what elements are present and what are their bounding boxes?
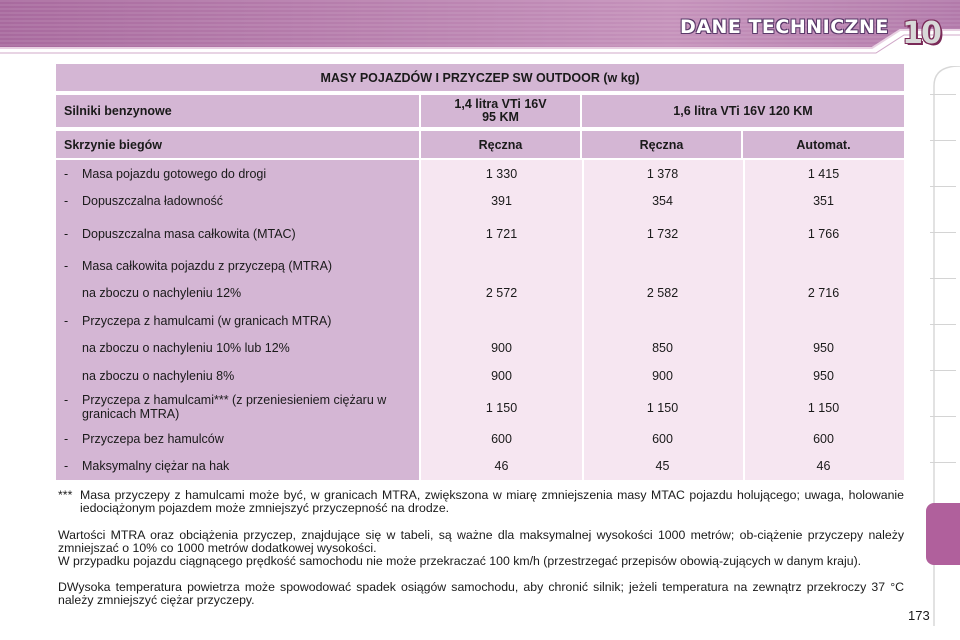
row-value: 600 (813, 432, 834, 446)
row-value: 1 732 (646, 227, 679, 241)
row-label: Masa pojazdu gotowego do drogi (82, 167, 267, 181)
engine-1-name: 1,4 litra VTi 16V (454, 97, 547, 111)
footnote-mark: *** (58, 488, 73, 502)
table-row (56, 341, 904, 355)
row-value: 46 (494, 459, 509, 473)
row-label: Przyczepa z hamulcami*** (z przeniesieniem ciężaru w granicach MTRA) (82, 393, 387, 421)
table-row (56, 393, 904, 423)
row-value: 1 150 (485, 401, 518, 415)
engine-1-power: 95 KM (482, 110, 519, 124)
row-value: 45 (655, 459, 670, 473)
row-value: 1 330 (485, 167, 518, 181)
gearbox-label: Skrzynie biegów (56, 131, 419, 158)
row-value: 1 766 (807, 227, 840, 241)
tab-divider (930, 140, 956, 141)
row-bullet: - (64, 432, 69, 446)
row-value: 600 (652, 432, 673, 446)
footnote-text: Masa przyczepy z hamulcami może być, w granicach MTRA, zwiększona w miarę zmniejszenia masy MTAC pojazdu holującego; uwaga, holowanie iedociążonym pojazdem może zmniejszyć przyczepność na drodze. (80, 488, 904, 515)
row-bullet: - (64, 459, 69, 473)
row-value: 900 (491, 341, 512, 355)
page-number: 173 (908, 608, 930, 623)
row-value (582, 259, 743, 273)
gearbox-1: Ręczna (421, 131, 580, 158)
tab-divider (930, 462, 956, 463)
engine-label: Silniki benzynowe (56, 95, 419, 127)
row-bullet (56, 341, 82, 355)
row-bullet (56, 369, 82, 383)
row-bullet: - (64, 314, 69, 328)
row-value: 900 (491, 369, 512, 383)
table-row (56, 432, 904, 446)
table-row (56, 194, 904, 208)
chapter-tab-active[interactable] (926, 503, 960, 565)
row-value: 1 415 (807, 167, 840, 181)
gearbox-2: Ręczna (582, 131, 741, 158)
chapter-number-badge: 10 (902, 15, 940, 51)
row-value: 354 (652, 194, 673, 208)
table-title: MASY POJAZDÓW I PRZYCZEP SW OUTDOOR (w kg) (56, 64, 904, 91)
tab-divider (930, 186, 956, 187)
table-row (56, 286, 904, 300)
row-value: 950 (813, 369, 834, 383)
row-value (421, 259, 582, 273)
row-value (582, 314, 743, 328)
row-label: Dopuszczalna ładowność (82, 194, 224, 208)
row-label: Przyczepa z hamulcami (w granicach MTRA) (82, 314, 332, 328)
row-value: 2 572 (485, 286, 518, 300)
row-value: 1 150 (807, 401, 840, 415)
row-value: 1 150 (646, 401, 679, 415)
gearbox-3: Automat. (743, 131, 904, 158)
row-label: Przyczepa bez hamulców (82, 432, 224, 446)
tab-divider (930, 94, 956, 95)
row-label: na zboczu o nachyleniu 8% (82, 369, 235, 383)
row-bullet: - (64, 227, 69, 241)
footnote-triple-star (58, 489, 904, 515)
table-row (56, 167, 904, 181)
table-row (56, 259, 904, 273)
row-bullet: - (64, 167, 69, 181)
row-label: na zboczu o nachyleniu 10% lub 12% (82, 341, 290, 355)
table-row (56, 459, 904, 473)
row-bullet (56, 286, 82, 300)
row-bullet: - (64, 393, 69, 407)
row-value: 2 716 (807, 286, 840, 300)
row-bullet: - (64, 194, 69, 208)
row-label: Masa całkowita pojazdu z przyczepą (MTRA) (82, 259, 333, 273)
row-value: 46 (816, 459, 831, 473)
row-label: na zboczu o nachyleniu 12% (82, 286, 242, 300)
table-title-row (56, 64, 904, 91)
chapter-header (0, 0, 960, 58)
tab-divider (930, 416, 956, 417)
table-row (56, 227, 904, 241)
engine-1-cell (421, 95, 580, 127)
row-value: 2 582 (646, 286, 679, 300)
row-value (421, 314, 582, 328)
table-row (56, 314, 904, 328)
table-row (56, 369, 904, 383)
chapter-title: DANE TECHNICZNE (680, 16, 889, 38)
row-value (743, 259, 904, 273)
row-value: 1 721 (485, 227, 518, 241)
engine-2-name: 1,6 litra VTi 16V 120 KM (582, 95, 904, 127)
tab-divider (930, 232, 956, 233)
row-label: Maksymalny ciężar na hak (82, 459, 230, 473)
note-paragraph-temperature: DWysoka temperatura powietrza może spowodować spadek osiągów samochodu, aby chronić silnik; jeżeli temperatura na zewnątrz przekroczy 37 °C należy zmniejszyć ciężar przyczepy. (58, 580, 904, 607)
engine-row (56, 95, 904, 127)
row-bullet: - (64, 259, 69, 273)
row-value: 950 (813, 341, 834, 355)
row-label: Dopuszczalna masa całkowita (MTAC) (82, 227, 296, 241)
row-value: 600 (491, 432, 512, 446)
row-value: 1 378 (646, 167, 679, 181)
note-paragraph-altitude: Wartości MTRA oraz obciążenia przyczep, znajdujące się w tabeli, są ważne dla maksymalnej wysokości 1000 metrów; ob-ciążenie przyczepy należy zmniejszać o 10% co 1000 metrów dodatkowej wysokości. (58, 528, 904, 555)
row-value: 391 (491, 194, 512, 208)
tab-divider (930, 370, 956, 371)
tab-divider (930, 324, 956, 325)
row-value (743, 314, 904, 328)
gearbox-row (56, 131, 904, 158)
note-paragraph-speed: W przypadku pojazdu ciągnącego prędkość samochodu nie może przekraczać 100 km/h (przestrzegać przepisów obowią-zujących w danym kraju). (58, 554, 862, 568)
tab-divider (930, 278, 956, 279)
row-value: 850 (652, 341, 673, 355)
row-value: 900 (652, 369, 673, 383)
row-value: 351 (813, 194, 834, 208)
